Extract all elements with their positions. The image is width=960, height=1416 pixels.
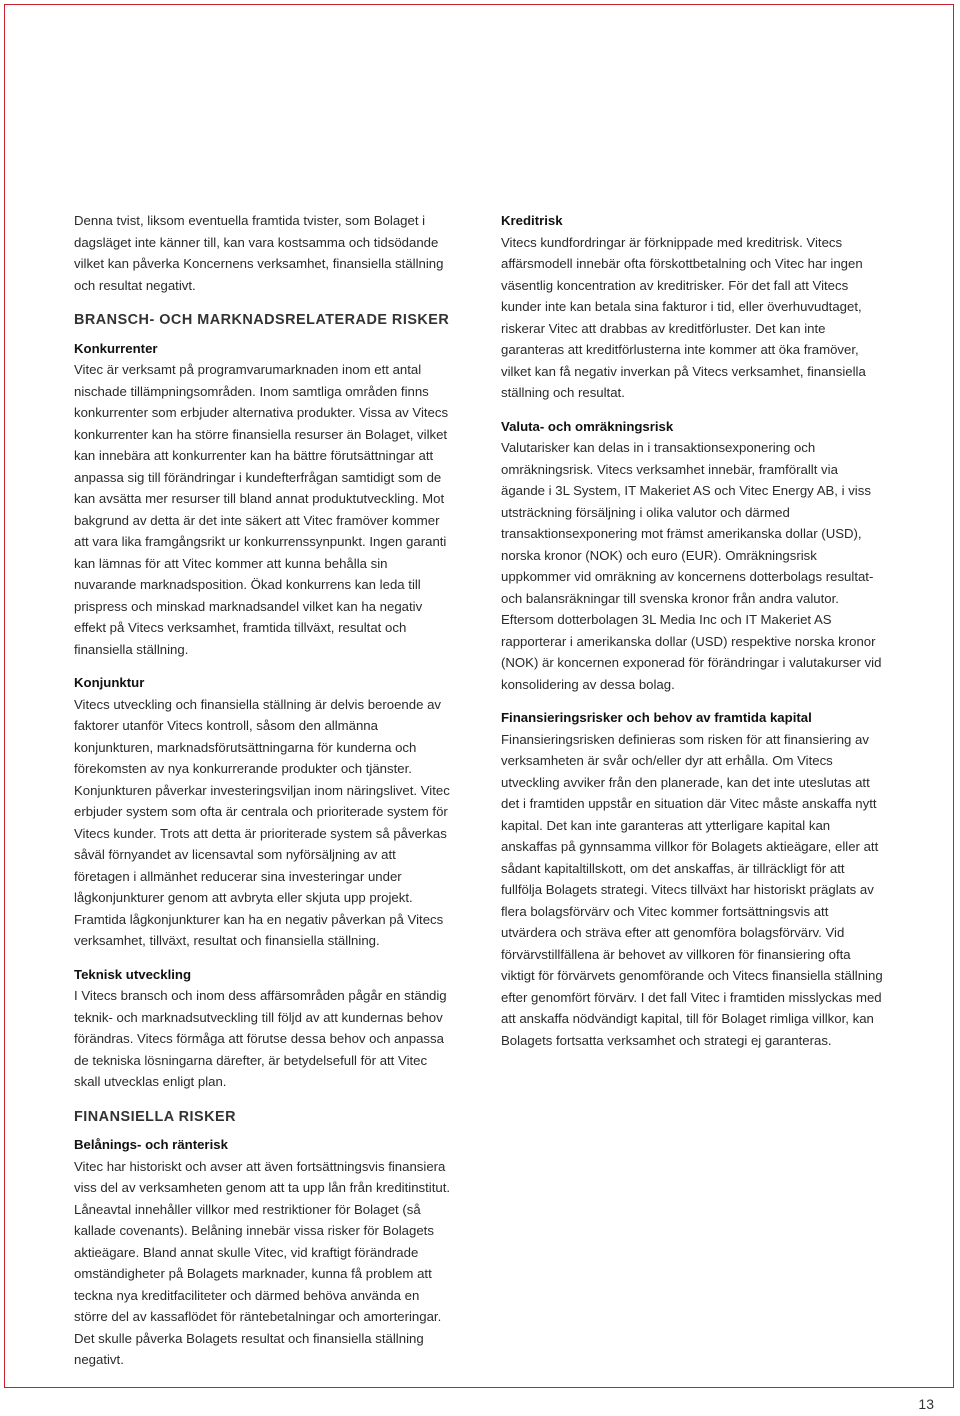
heading-valutarisk: Valuta- och omräkningsrisk bbox=[501, 418, 674, 434]
heading-belanings-ranterisk: Belånings- och ränterisk bbox=[74, 1137, 228, 1152]
section-title-market-risks: BRANSCH- OCH MARKNADSRELATERADE RISKER bbox=[74, 312, 450, 328]
left-column bbox=[74, 210, 452, 1371]
heading-finansieringsrisker: Finansieringsrisker och behov av framtida kapital bbox=[501, 710, 812, 725]
paragraph-belanings-ranterisk: Vitec har historiskt och avser att även fortsättningsvis finansiera viss del av verksamheten genom att ta upp lån från kreditinstitut. Låneavtal innehåller villkor med restriktioner för Bolaget (så kallade covenants). Belåning innebär vissa risker för Bolagets aktieägare. Bland annat skulle Vitec, vid kraftigt förändrade omständigheter på Bolagets marknader, kunna få problem att teckna nya kreditfaciliteter och därmed behöva använda en större del av kassaflödet för räntebetalningar och amorteringar. Det skulle påverka Bolagets resultat och finansiella ställning negativt. bbox=[74, 1158, 451, 1367]
paragraph-teknisk-utveckling: I Vitecs bransch och inom dess affärsområden pågår en ständig teknik- och marknadsutveckling till följd av att kundernas behov förändras. Vitecs förmåga att förutse dessa behov och anpassa de tekniska lösningarna därefter, är betydelsefull för att Vitec skall utvecklas enligt plan. bbox=[74, 988, 447, 1089]
section-title-financial-risks: FINANSIELLA RISKER bbox=[74, 1108, 236, 1125]
page-number: 13 bbox=[918, 1396, 934, 1412]
heading-kreditrisk: Kreditrisk bbox=[501, 213, 563, 228]
paragraph-konjunktur: Vitecs utveckling och finansiella ställning är delvis beroende av faktorer utanför Vitecs kontroll, såsom den allmänna konjunkturen, marknadsförutsättningarna för kunderna och förekomsten av nya konkurrerande produkter och tjänster. Konjunkturen påverkar investeringsviljan inom näringslivet. Vitec erbjuder system som ofta är centrala och prioriterade system för Vitecs kunder. Trots att detta är prioriterade system så påverkas såväl förnyandet av licensavtal som nyförsäljning av att företagen i allmänhet reducerar sina investeringar under lågkonjunkturer genom att avbryta eller skjuta upp projekt. Framtida lågkonjunkturer kan ha en negativ påverkan på Vitecs verksamhet, tillväxt, resultat och finansiella ställning. bbox=[74, 696, 450, 948]
intro-paragraph: Denna tvist, liksom eventuella framtida tvister, som Bolaget i dagsläget inte känner till, kan vara kostsamma och tidsödande vilket kan påverka Koncernens verksamhet, finansiella ställning och resultat negativt. bbox=[74, 213, 444, 293]
paragraph-finansieringsrisker: Finansieringsrisken definieras som risken för att finansiering av verksamheten är svår och/eller dyr att erhålla. Om Vitecs utveckling avviker från den planerade, kan det inte uteslutas att det i framtiden uppstår en situation där Vitec måste anskaffa nytt kapital. Det kan inte garanteras att ytterligare kapital kan anskaffas på gynnsamma villkor för Bolagets aktieägare, eller att sådant kapitaltillskott, om det anskaffas, är tillräckligt för att fullfölja Bolagets strategi. Vitecs tillväxt har historiskt präglats av flera bolagsförvärv och Vitec kommer fortsättningsvis att utvärdera och sträva efter att genomföra bolagsförvärv. Vid förvärvstillfällena är behovet av villkoren för finansiering ofta viktigt för förvärvets genomförande och Vitecs finansiella ställning efter genomfört förvärv. I det fall Vitec i framtiden misslyckas med att anskaffa nödvändigt kapital, till för Bolaget rimliga villkor, kan Bolagets fortsatta verksamhet och strategi ej garanteras. bbox=[501, 731, 883, 1048]
paragraph-konkurrenter: Vitec är verksamt på programvarumarknaden inom ett antal nischade tillämpningsområden. Inom samtliga områden finns konkurrenter som erbjuder alternativa produkter. Vissa av Vitecs konkurrenter kan ha större finansiella resurser än Bolaget, vilket kan innebära att konkurrenter kan ha bättre förutsättningar att anpassa sig till förändringar i kundefterfrågan samtidigt som de kan avsätta mer resurser till bland annat produktutveckling. Mot bakgrund av detta är det inte säkert att Vitec framöver kommer att vara lika framgångsrikt ur konkurrenssynpunkt. Ingen garanti kan lämnas för att Vitec kommer att kunna behålla sin nuvarande marknadsposition. Ökad konkurrens kan leda till prispress och minskad marknadsandel vilket kan ha negativ effekt på Vitecs verksamhet, framtida tillväxt, resultat och finansiella ställning. bbox=[74, 362, 449, 657]
heading-teknisk-utveckling: Teknisk utveckling bbox=[74, 966, 192, 982]
paragraph-valutarisk: Valutarisker kan delas in i transaktionsexponering och omräkningsrisk. Vitecs verksamhet innebär, framförallt via ägande i 3L System, IT Makeriet AS och Vitec Energy AB, i viss utsträckning försäljning i olika valutor och därmed transaktionsexponering mot främst amerikanska dollar (USD), norska kronor (NOK) och euro (EUR). Omräkningsrisk uppkommer vid omräkning av koncernens dotterbolags resultat- och balansräkningar till svenska kronor från andra valutor. Eftersom dotterbolagen 3L Media Inc och IT Makeriet AS rapporterar i amerikanska dollar (USD) respektive norska kronor (NOK) är koncernen exponerad för förändringar i valutakurser vid konsolidering av dessa bolag. bbox=[501, 440, 882, 692]
heading-konjunktur: Konjunktur bbox=[74, 675, 145, 690]
paragraph-kreditrisk: Vitecs kundfordringar är förknippade med kreditrisk. Vitecs affärsmodell innebär ofta förskottbetalning och Vitec har ingen väsentlig koncentration av kreditrisker. För det fall att Vitecs kunder inte kan betala sina fakturor i tid, eller överhuvudtaget, riskerar Vitec att drabbas av kreditförluster. Det kan inte garanteras att kreditförlusterna inte kommer att öka framöver, vilket kan få negativ inverkan på Vitecs verksamhet, finansiella ställning och resultat. bbox=[501, 234, 866, 400]
right-column bbox=[501, 210, 883, 1051]
heading-konkurrenter: Konkurrenter bbox=[74, 340, 158, 356]
